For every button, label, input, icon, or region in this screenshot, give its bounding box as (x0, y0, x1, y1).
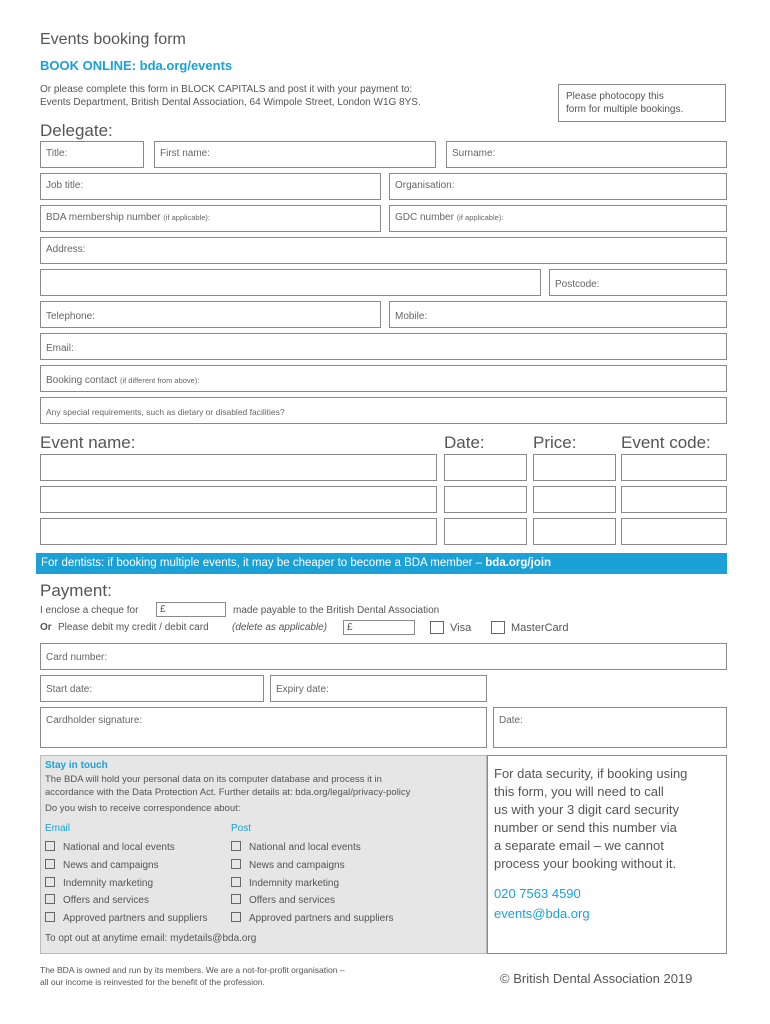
photocopy-note (558, 84, 726, 122)
checkbox[interactable] (45, 877, 55, 887)
banner-text: For dentists: if booking multiple events, it may be cheaper to become a BDA member – (41, 557, 483, 569)
card-currency: £ (347, 622, 353, 633)
footer-line2: all our income is reinvested for the benefit of the profession. (40, 977, 265, 987)
signature-field[interactable] (40, 707, 487, 748)
instructions-line1: Or please complete this form in BLOCK CAPITALS and post it with your payment to: (40, 84, 413, 95)
email-option[interactable]: Offers and services (45, 894, 149, 906)
first-name-field[interactable] (154, 141, 436, 168)
checkbox[interactable] (45, 841, 55, 851)
surname-label: Surname: (452, 148, 496, 159)
gdc-number-note: (if applicable): (456, 213, 504, 222)
organisation-label: Organisation: (395, 180, 455, 191)
payment-heading: Payment: (40, 581, 112, 600)
signature-date-label: Date: (499, 715, 523, 726)
checkbox[interactable] (45, 894, 55, 904)
security-note (487, 755, 727, 954)
address-field[interactable] (40, 237, 727, 264)
title-field[interactable] (40, 141, 144, 168)
organisation-field[interactable] (389, 173, 727, 200)
checkbox[interactable] (231, 894, 241, 904)
email-option[interactable]: Approved partners and suppliers (45, 912, 208, 924)
mobile-label: Mobile: (395, 311, 428, 322)
visa-label: Visa (450, 622, 472, 634)
event-price-input-3[interactable] (533, 518, 616, 545)
post-option[interactable]: Indemnity marketing (231, 877, 339, 889)
telephone-field[interactable] (40, 301, 381, 328)
photocopy-line1: Please photocopy this (566, 91, 664, 102)
expiry-date-field[interactable] (270, 675, 487, 702)
date-heading: Date: (444, 433, 485, 452)
checkbox[interactable] (231, 877, 241, 887)
booking-contact-note: (if different from above): (119, 376, 200, 385)
post-option[interactable]: Offers and services (231, 894, 335, 906)
correspondence-question: Do you wish to receive correspondence about: (45, 803, 241, 814)
gdc-number-label: GDC number (395, 212, 454, 223)
book-online-link[interactable]: BOOK ONLINE: bda.org/events (40, 58, 233, 73)
cheque-amount-input[interactable] (156, 602, 226, 617)
price-heading: Price: (533, 433, 577, 452)
security-line6: process your booking without it. (494, 856, 677, 871)
checkbox[interactable] (45, 859, 55, 869)
footer-line1: The BDA is owned and run by its members. We are a not-for-profit organisation – (40, 965, 345, 975)
stay-in-touch-heading: Stay in touch (45, 760, 108, 771)
postcode-label: Postcode: (555, 279, 600, 290)
card-prefix: Please debit my credit / debit card (58, 622, 209, 633)
checkbox[interactable] (231, 912, 241, 922)
email-heading: Email (45, 823, 71, 834)
mobile-field[interactable] (389, 301, 727, 328)
photocopy-line2: form for multiple bookings. (566, 104, 684, 115)
cheque-suffix: made payable to the British Dental Association (233, 605, 440, 616)
mastercard-label: MasterCard (511, 622, 569, 634)
event-name-input-2[interactable] (40, 486, 437, 513)
signature-date-field[interactable] (493, 707, 727, 748)
address-label: Address: (46, 244, 86, 255)
post-option[interactable]: National and local events (231, 841, 361, 853)
card-number-label: Card number: (46, 652, 108, 663)
email-field[interactable] (40, 333, 727, 360)
event-name-heading: Event name: (40, 433, 136, 452)
security-line1: For data security, if booking using (494, 766, 688, 781)
event-date-input-3[interactable] (444, 518, 527, 545)
job-title-field[interactable] (40, 173, 381, 200)
address-line2-field[interactable] (40, 269, 541, 296)
bda-number-label: BDA membership number (46, 212, 161, 223)
signature-label: Cardholder signature: (46, 715, 143, 726)
event-date-input-1[interactable] (444, 454, 527, 481)
telephone-label: Telephone: (46, 311, 95, 322)
stay-in-touch-text-line2: accordance with the Data Protection Act. Further details at: (45, 787, 293, 798)
security-line2: this form, you will need to call (494, 784, 664, 799)
copyright: © British Dental Association 2019 (500, 971, 693, 986)
membership-banner (36, 553, 727, 574)
bda-number-field[interactable] (40, 205, 381, 232)
email-option[interactable]: National and local events (45, 841, 175, 853)
post-heading: Post (231, 823, 252, 834)
email-option[interactable]: News and campaigns (45, 859, 159, 871)
event-code-input-1[interactable] (621, 454, 727, 481)
privacy-policy-link[interactable]: bda.org/legal/privacy-policy (295, 787, 411, 798)
email-label: Email: (46, 343, 74, 354)
card-number-field[interactable] (40, 643, 727, 670)
opt-out-text: To opt out at anytime email: mydetails@bda.org (45, 933, 257, 944)
start-date-label: Start date: (46, 684, 93, 695)
event-date-input-2[interactable] (444, 486, 527, 513)
events-email-link[interactable]: events@bda.org (494, 906, 590, 921)
event-name-input-1[interactable] (40, 454, 437, 481)
stay-in-touch-panel (40, 755, 487, 954)
surname-field[interactable] (446, 141, 727, 168)
instructions-line2: Events Department, British Dental Association, 64 Wimpole Street, London W1G 8YS. (40, 97, 421, 108)
stay-in-touch-text-line1: The BDA will hold your personal data on its computer database and process it in (45, 774, 382, 785)
event-price-input-1[interactable] (533, 454, 616, 481)
cheque-currency: £ (160, 604, 166, 615)
job-title-label: Job title: (46, 180, 84, 191)
banner-join-link[interactable]: bda.org/join (485, 557, 552, 569)
card-amount-input[interactable] (343, 620, 415, 635)
postcode-field[interactable] (549, 269, 727, 296)
cheque-prefix: I enclose a cheque for (40, 605, 139, 616)
checkbox[interactable] (45, 912, 55, 922)
checkbox[interactable] (231, 841, 241, 851)
security-line3: us with your 3 digit card security (494, 802, 679, 817)
visa-checkbox[interactable] (430, 621, 444, 634)
card-or: Or (40, 622, 52, 633)
card-note: (delete as applicable) (232, 622, 328, 633)
event-name-input-3[interactable] (40, 518, 437, 545)
event-price-input-2[interactable] (533, 486, 616, 513)
gdc-number-field[interactable] (389, 205, 727, 232)
delegate-heading: Delegate: (40, 121, 113, 140)
special-requirements-label: Any special requirements, such as dietary or disabled facilities? (46, 407, 285, 417)
checkbox[interactable] (231, 859, 241, 869)
first-name-label: First name: (160, 148, 211, 159)
phone-number[interactable]: 020 7563 4590 (494, 886, 581, 901)
post-option[interactable]: Approved partners and suppliers (231, 912, 394, 924)
page-title: Events booking form (40, 31, 186, 48)
mastercard-checkbox[interactable] (491, 621, 505, 634)
security-line5: a separate email – we cannot (494, 838, 664, 853)
title-label: Title: (46, 148, 68, 159)
event-code-heading: Event code: (621, 433, 711, 452)
bda-number-note: (if applicable): (163, 213, 210, 222)
booking-contact-field[interactable] (40, 365, 727, 392)
security-line4: number or send this number via (494, 820, 677, 835)
event-code-input-2[interactable] (621, 486, 727, 513)
post-option[interactable]: News and campaigns (231, 859, 345, 871)
event-code-input-3[interactable] (621, 518, 727, 545)
special-requirements-field[interactable] (40, 397, 727, 424)
expiry-date-label: Expiry date: (276, 684, 329, 695)
email-option[interactable]: Indemnity marketing (45, 877, 153, 889)
start-date-field[interactable] (40, 675, 264, 702)
booking-contact-label: Booking contact (46, 375, 118, 386)
